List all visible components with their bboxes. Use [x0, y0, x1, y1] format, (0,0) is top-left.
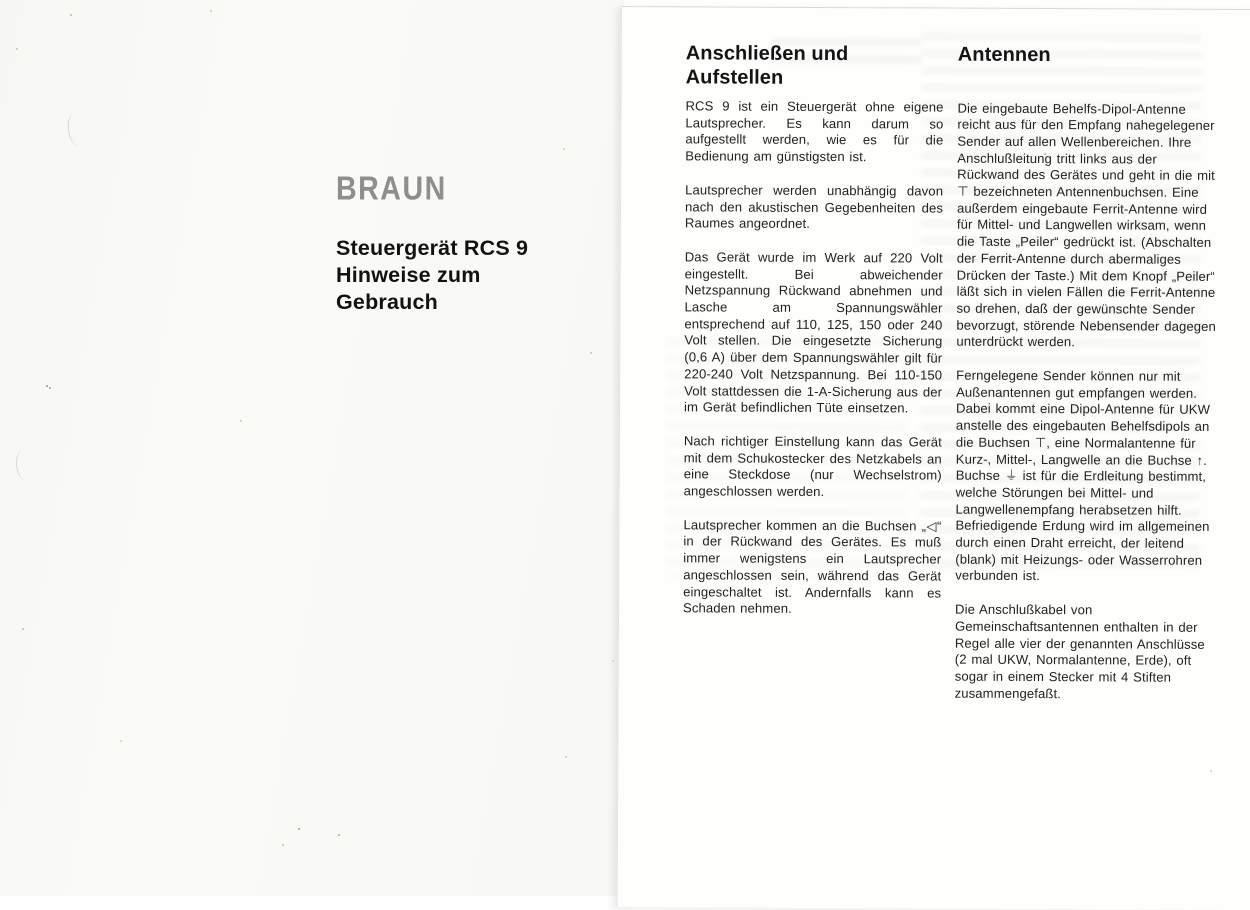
section-antennen [955, 44, 1220, 721]
document-title [336, 235, 586, 316]
section-heading: Antennen [957, 43, 1051, 67]
document-title-line1: Steuergerät RCS 9 [336, 236, 529, 260]
paper-crease-mark [66, 111, 86, 147]
paragraph: Ferngelegene Sender können nur mit Außenantennen gut empfangen werden. Dabei kommt eine Dipol-Antenne für UKW anstelle des eingebauten Behelfsdipols an die Buchsen ⊤, eine Normalantenne für Kurz-, Mittel-, Langwelle an die Buchse ↑. Buchse ⏚ ist für die Erdleitung bestimmt, welche Störungen bei Mittel- und Langwellenempfang herabsetzen hilft. Befriedigende Erdung wird im allgemeinen durch einen Draht erreicht, der leitend (blank) mit Heizungs- oder Wasserrohren verbunden ist. [955, 367, 1211, 584]
paragraph: Die Anschlußkabel von Gemeinschaftsantennen enthalten in der Regel alle vier der genannten Anschlüsse (2 mal UKW, Normalantenne, Erde), oft sogar in einem Stecker mit 4 Stiften zusammengefaßt. [954, 601, 1205, 701]
paper-crease-mark [14, 449, 34, 481]
paragraph: Nach richtiger Einstellung kann das Gerät mit dem Schukostecker des Netzkabels an eine Steckdose (nur Wechselstrom) angeschlossen werden. [683, 433, 942, 500]
right-page [617, 6, 1250, 910]
left-page [0, 0, 624, 896]
paragraph: Die eingebaute Behelfs-Dipol-Antenne reicht aus für den Empfang nahegelegener Sender auf allen Wellenbereichen. Ihre Anschlußleitung tritt links aus der Rückwand des Gerätes und geht in die mit ⊤ bezeichneten Antennenbuchsen. Eine außerdem eingebaute Ferrit-Antenne wird für Mittel- und Langwellen wirksam, wenn die Taste „Peiler“ gedrückt ist. (Abschalten der Ferrit-Antenne durch abermaliges Drücken der Taste.) Mit dem Knopf „Peiler“ läßt sich in vielen Fällen die Ferrit-Antenne so drehen, daß der gewünschte Sender bevorzugt, störende Nebensender dagegen unterdrückt werden. [956, 100, 1216, 350]
braun-logo: BRAUN [336, 170, 447, 207]
paragraph: RCS 9 ist ein Steuergerät ohne eigene Lautsprecher. Es kann darum so aufgestellt werden, wie es für die Bedienung am günstigsten ist. [685, 98, 944, 165]
paragraph: Das Gerät wurde im Werk auf 220 Volt eingestellt. Bei abweichender Netzspannung Rückwand abnehmen und Lasche am Spannungswähler entsprechend auf 110, 125, 150 oder 240 Volt stellen. Die eingesetzte Sicherung (0,6 A) über dem Spannungswähler gilt für 220-240 Volt Netzspannung. Bei 110-150 Volt stattdessen die 1-A-Sicherung aus der im Gerät befindlichen Tüte einsetzen. [684, 249, 943, 416]
document-title-line2: Hinweise zum Gebrauch [336, 263, 481, 314]
scan-dust-specks [0, 0, 2, 2]
paragraph: Lautsprecher kommen an die Buchsen „◁“ in der Rückwand des Gerätes. Es muß immer wenigstens ein Lautsprecher angeschlossen sein, während das Gerät eingeschaltet ist. Andernfalls kann es Schaden nehmen. [683, 517, 942, 617]
section-anschliessen [683, 42, 944, 635]
section-heading: Anschließen und Aufstellen [685, 42, 849, 89]
paragraph: Lautsprecher werden unabhängig davon nach den akustischen Gegebenheiten des Raumes angeordnet. [684, 182, 944, 232]
